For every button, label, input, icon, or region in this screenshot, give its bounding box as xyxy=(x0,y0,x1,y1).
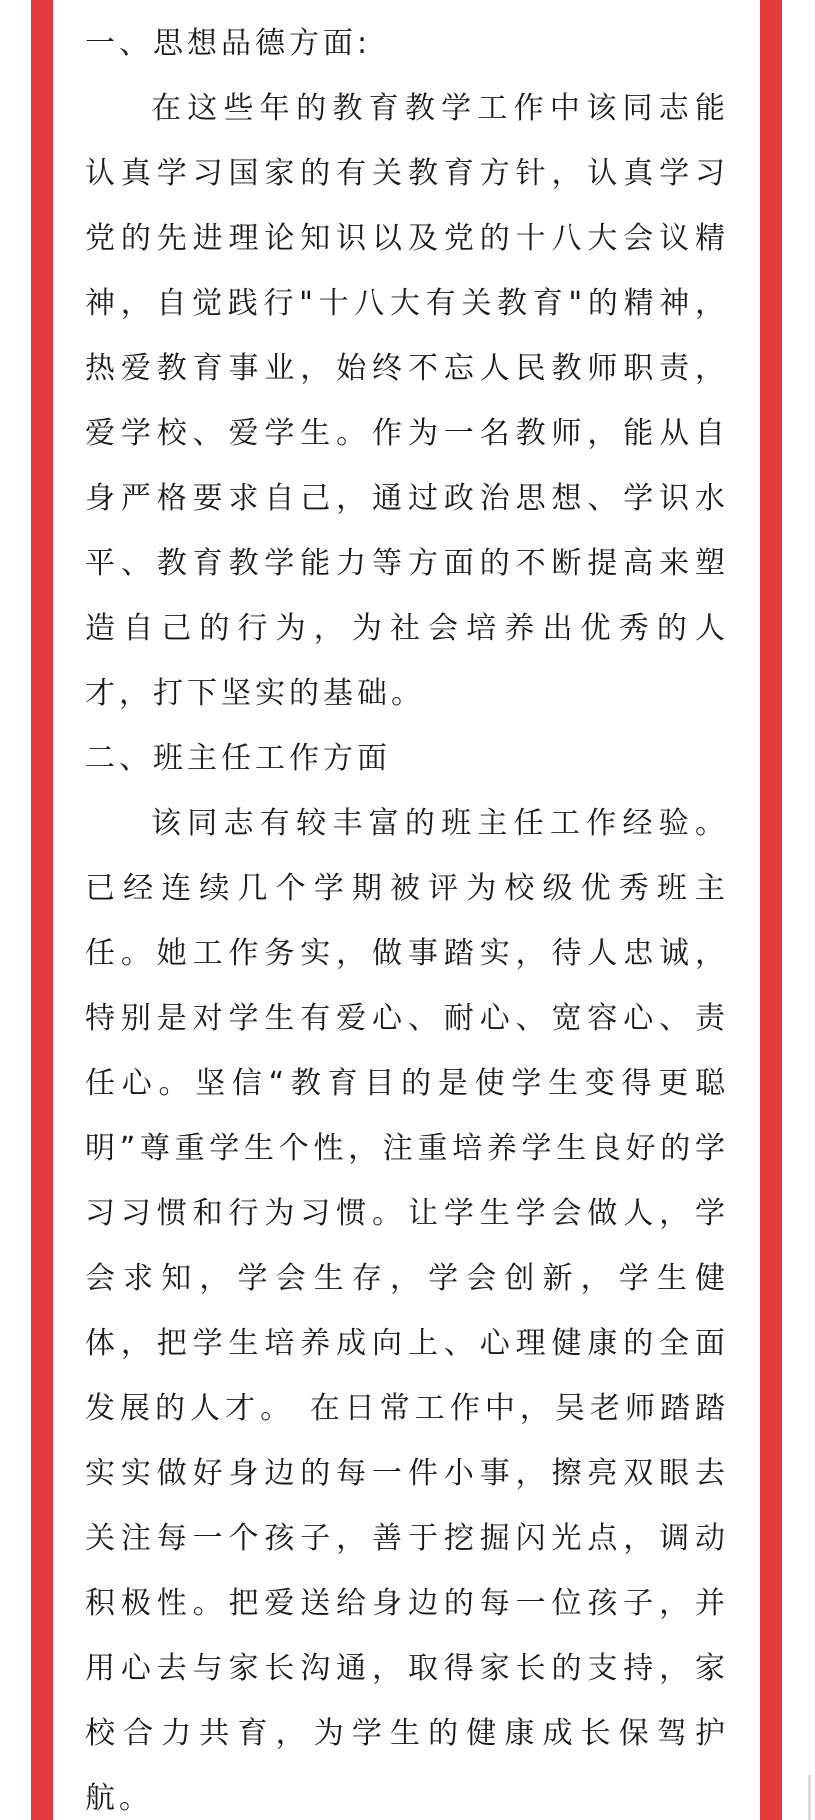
heading-moral-character: 一、思想品德方面: xyxy=(85,26,372,61)
paragraph-line: 该同志有较丰富的班主任工作经验。 xyxy=(151,806,725,841)
paragraph-line: 明”尊重学生个性，注重培养学生良好的学 xyxy=(85,1131,725,1166)
paragraph-line: 会求知，学会生存，学会创新，学生健 xyxy=(85,1261,725,1296)
paragraph-line: 特别是对学生有爱心、耐心、宽容心、责 xyxy=(85,1001,725,1036)
paragraph-line: 习习惯和行为习惯。让学生学会做人，学 xyxy=(85,1196,725,1231)
right-red-border xyxy=(760,0,782,1820)
paragraph-line: 认真学习国家的有关教育方针，认真学习 xyxy=(85,156,725,191)
paragraph-line: 发展的人才。 在日常工作中，吴老师踏踏 xyxy=(85,1391,725,1426)
paragraph-line: 实实做好身边的每一件小事，擦亮双眼去 xyxy=(85,1456,725,1491)
paragraph-line: 任心。坚信“教育目的是使学生变得更聪 xyxy=(85,1066,725,1101)
paragraph-line: 关注每一个孩子，善于挖掘闪光点，调动 xyxy=(85,1521,725,1556)
paragraph-line: 用心去与家长沟通，取得家长的支持，家 xyxy=(85,1651,725,1686)
paragraph-line: 航。 xyxy=(85,1781,153,1816)
paragraph-line: 在这些年的教育教学工作中该同志能 xyxy=(151,91,725,126)
paragraph-line: 积极性。把爱送给身边的每一位孩子，并 xyxy=(85,1586,725,1621)
paragraph-line: 任。她工作务实，做事踏实，待人忠诚， xyxy=(85,936,725,971)
left-red-border xyxy=(31,0,53,1820)
paragraph-line: 身严格要求自己，通过政治思想、学识水 xyxy=(85,481,725,516)
paragraph-line: 校合力共育，为学生的健康成长保驾护 xyxy=(85,1716,725,1751)
paragraph-line: 神，自觉践行"十八大有关教育"的精神， xyxy=(85,286,725,321)
document-page xyxy=(53,0,760,1820)
heading-class-teacher-work: 二、班主任工作方面 xyxy=(85,741,391,776)
paragraph-line: 体，把学生培养成向上、心理健康的全面 xyxy=(85,1326,725,1361)
paragraph-line: 热爱教育事业，始终不忘人民教师职责， xyxy=(85,351,725,386)
paragraph-line: 党的先进理论知识以及党的十八大会议精 xyxy=(85,221,725,256)
paragraph-line: 爱学校、爱学生。作为一名教师，能从自 xyxy=(85,416,725,451)
paragraph-line: 造自己的行为，为社会培养出优秀的人 xyxy=(85,611,725,646)
scrollbar-thumb[interactable] xyxy=(808,1775,811,1820)
paragraph-line: 平、教育教学能力等方面的不断提高来塑 xyxy=(85,546,725,581)
paragraph-line: 已经连续几个学期被评为校级优秀班主 xyxy=(85,871,725,906)
document-body xyxy=(85,11,725,1820)
paragraph-line: 才，打下坚实的基础。 xyxy=(85,676,425,711)
